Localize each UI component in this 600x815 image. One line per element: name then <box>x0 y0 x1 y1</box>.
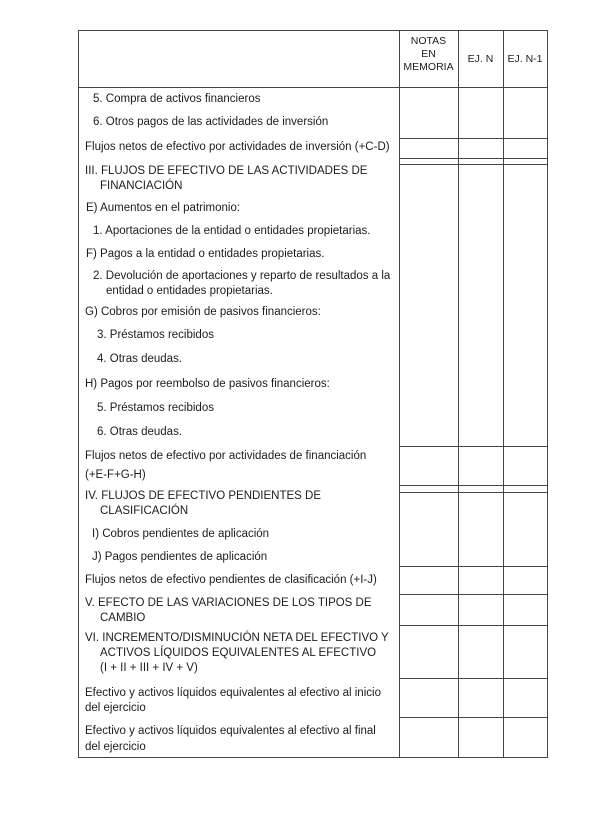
answer-cell-notas-3[interactable] <box>399 446 458 485</box>
answer-cell-notas-2[interactable] <box>399 164 458 446</box>
cell-boundary-line <box>399 158 547 159</box>
cell-boundary-line <box>399 717 547 718</box>
answer-cell-ej-n-3[interactable] <box>458 446 503 485</box>
row-label: VI. INCREMENTO/DISMINUCIÓN NETA DEL EFECTIVO Y <box>85 632 389 644</box>
answer-cell-ej-n-1-0[interactable] <box>503 88 547 138</box>
row-label: E) Aumentos en el patrimonio: <box>86 202 241 214</box>
row-label: (+E-F+G-H) <box>85 469 146 481</box>
cell-boundary-line <box>399 138 547 139</box>
answer-cell-ej-n-4[interactable] <box>458 492 503 566</box>
answer-cell-ej-n-1-2[interactable] <box>503 164 547 446</box>
row-label: 1. Aportaciones de la entidad o entidades propietarias. <box>93 225 371 237</box>
row-label: CAMBIO <box>100 612 146 624</box>
answer-cell-notas-8[interactable] <box>399 678 458 717</box>
row-label: III. FLUJOS DE EFECTIVO DE LAS ACTIVIDADES DE <box>85 165 368 177</box>
answer-cell-notas-5[interactable] <box>399 566 458 594</box>
answer-cell-ej-n-1-9[interactable] <box>503 717 547 758</box>
header-ej-n: EJ. N <box>467 53 494 65</box>
row-label: 5. Préstamos recibidos <box>97 402 214 414</box>
row-label: Flujos netos de efectivo pendientes de clasificación (+I-J) <box>85 574 377 586</box>
answer-cell-ej-n-2[interactable] <box>458 164 503 446</box>
cell-boundary-line <box>399 492 547 493</box>
row-label: ACTIVOS LÍQUIDOS EQUIVALENTES AL EFECTIVO <box>100 647 377 659</box>
row-label: Efectivo y activos líquidos equivalentes al efectivo al final <box>85 725 376 737</box>
answer-cell-ej-n-7[interactable] <box>458 625 503 678</box>
cell-boundary-line <box>399 594 547 595</box>
answer-cell-ej-n-0[interactable] <box>458 88 503 138</box>
header-notas-line2: EN <box>421 48 436 60</box>
row-label: H) Pagos por reembolso de pasivos financieros: <box>85 378 330 390</box>
row-label: 4. Otras deudas. <box>97 353 183 365</box>
row-label: 5. Compra de activos financieros <box>93 93 261 105</box>
header-notas-line3: MEMORIA <box>403 61 454 73</box>
cell-boundary-line <box>399 446 547 447</box>
answer-cell-ej-n-1[interactable] <box>458 138 503 158</box>
row-label: Flujos netos de efectivo por actividades de inversión (+C-D) <box>85 141 390 153</box>
row-label: 2. Devolución de aportaciones y reparto de resultados a la <box>93 270 391 282</box>
row-label: V. EFECTO DE LAS VARIACIONES DE LOS TIPOS DE <box>85 597 372 609</box>
answer-cell-notas-0[interactable] <box>399 88 458 138</box>
answer-cell-ej-n-1-4[interactable] <box>503 492 547 566</box>
row-label: I) Cobros pendientes de aplicación <box>92 528 270 540</box>
answer-cell-notas-6[interactable] <box>399 594 458 625</box>
answer-cell-notas-9[interactable] <box>399 717 458 758</box>
cell-boundary-line <box>399 625 547 626</box>
row-label: F) Pagos a la entidad o entidades propietarias. <box>86 248 325 260</box>
answer-cell-ej-n-1-5[interactable] <box>503 566 547 594</box>
answer-cell-ej-n-1-3[interactable] <box>503 446 547 485</box>
row-label: IV. FLUJOS DE EFECTIVO PENDIENTES DE <box>85 490 322 502</box>
cell-boundary-line <box>399 164 547 165</box>
row-label: (I + II + III + IV + V) <box>100 662 198 674</box>
answer-cell-ej-n-6[interactable] <box>458 594 503 625</box>
answer-cell-notas-1[interactable] <box>399 138 458 158</box>
cash-flow-table <box>78 30 548 758</box>
row-label: entidad o entidades propietarias. <box>106 285 273 297</box>
answer-cell-ej-n-1-7[interactable] <box>503 625 547 678</box>
row-label: CLASIFICACIÓN <box>100 505 189 517</box>
row-label: 6. Otras deudas. <box>97 426 183 438</box>
answer-cell-ej-n-9[interactable] <box>458 717 503 758</box>
row-label: del ejercicio <box>85 702 146 714</box>
header-ej-n-1: EJ. N-1 <box>507 53 543 65</box>
row-label: G) Cobros por emisión de pasivos financieros: <box>85 306 321 318</box>
answer-cell-ej-n-1-8[interactable] <box>503 678 547 717</box>
row-label: Flujos netos de efectivo por actividades de financiación <box>85 450 367 462</box>
answer-cell-notas-4[interactable] <box>399 492 458 566</box>
cell-boundary-line <box>399 678 547 679</box>
row-label: 6. Otros pagos de las actividades de inversión <box>93 116 329 128</box>
cell-boundary-line <box>399 566 547 567</box>
cell-boundary-line <box>399 485 547 486</box>
header-notas-line1: NOTAS <box>410 35 447 47</box>
row-label: J) Pagos pendientes de aplicación <box>92 551 268 563</box>
row-label: 3. Préstamos recibidos <box>97 329 214 341</box>
answer-cell-notas-7[interactable] <box>399 625 458 678</box>
answer-cell-ej-n-5[interactable] <box>458 566 503 594</box>
row-label: del ejercicio <box>85 741 146 753</box>
header-notas-en-memoria <box>399 35 458 74</box>
row-label: Efectivo y activos líquidos equivalentes al efectivo al inicio <box>85 687 381 699</box>
answer-cell-ej-n-8[interactable] <box>458 678 503 717</box>
answer-cell-ej-n-1-6[interactable] <box>503 594 547 625</box>
row-label: FINANCIACIÓN <box>100 180 183 192</box>
answer-cell-ej-n-1-1[interactable] <box>503 138 547 158</box>
